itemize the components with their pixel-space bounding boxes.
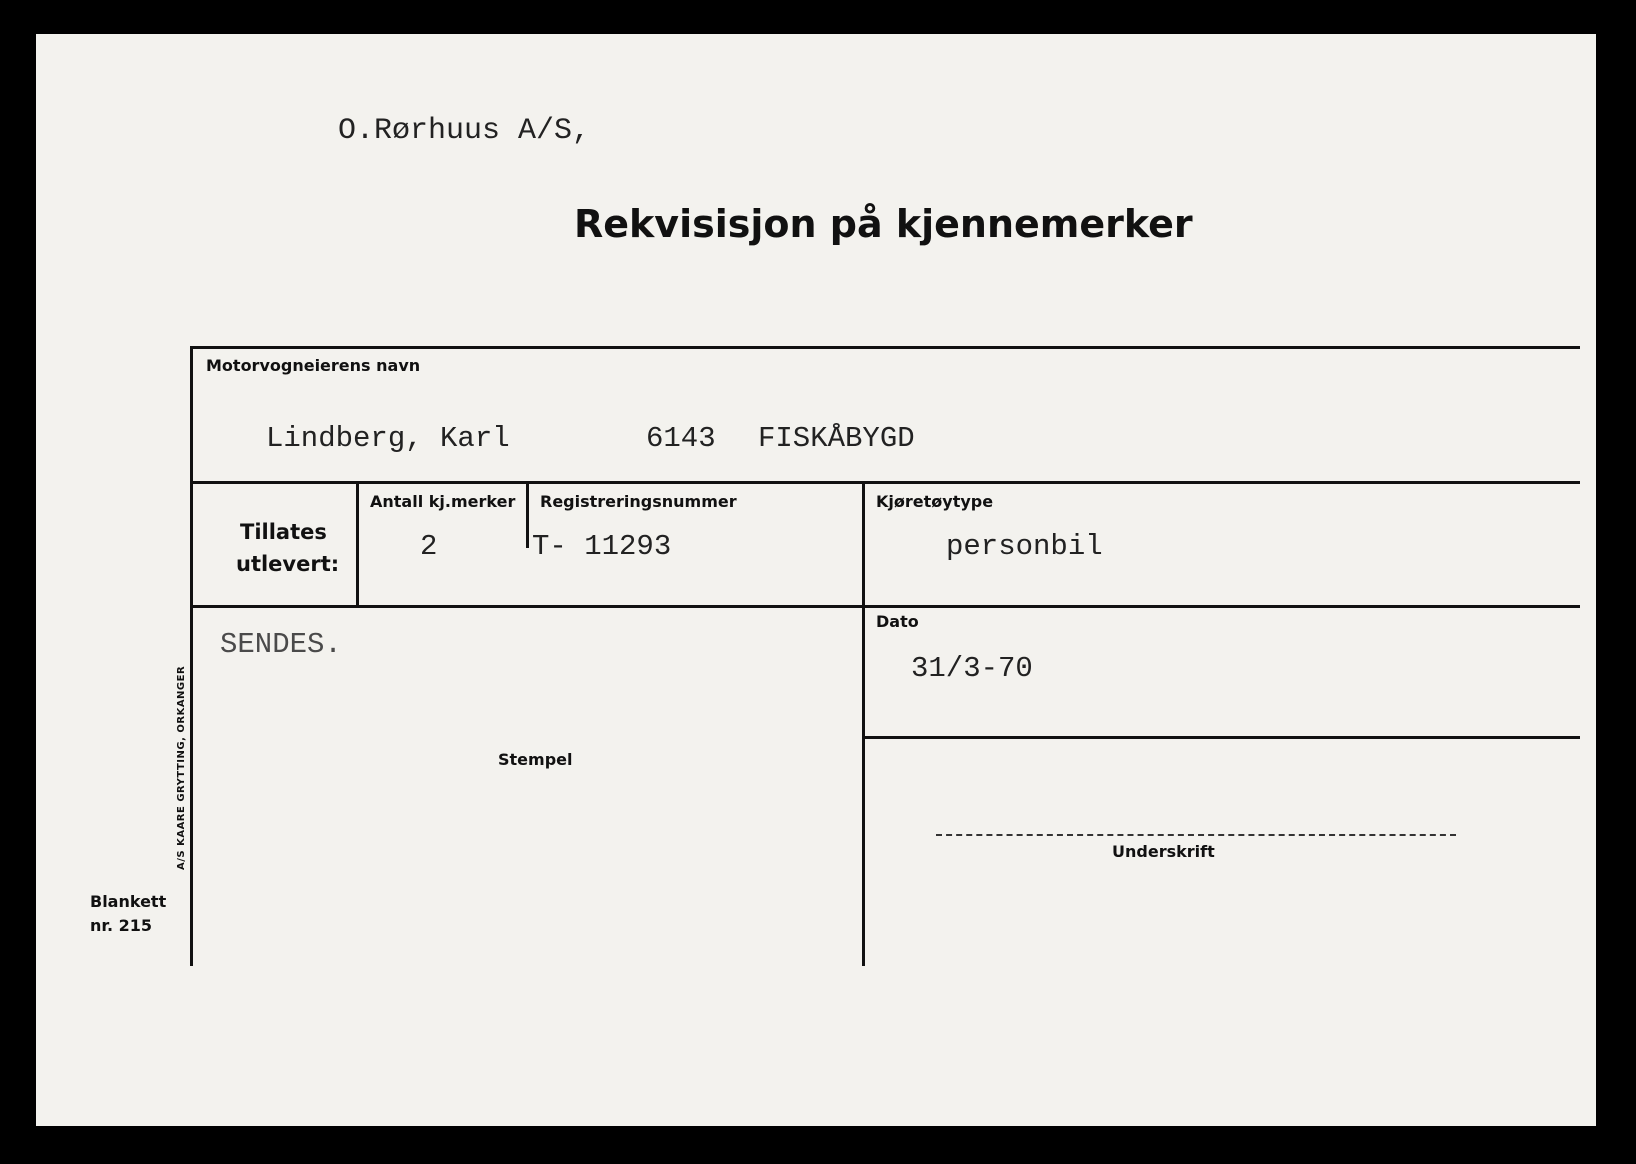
rule-center-divider	[862, 482, 865, 966]
signature-line	[936, 834, 1456, 836]
printer-imprint: A/S KAARE GRYTTING, ORKANGER	[176, 665, 187, 870]
reg-label: Registreringsnummer	[540, 492, 737, 511]
vehicle-type-value: personbil	[946, 530, 1103, 563]
reg-value: T- 11293	[532, 530, 672, 563]
rule-permit-bottom	[190, 605, 1580, 608]
owner-postal-code: 6143	[646, 422, 716, 455]
owner-name: Lindberg, Karl	[266, 422, 510, 455]
rule-count-divider	[526, 482, 529, 548]
remark-text: SENDES.	[220, 628, 342, 661]
owner-label: Motorvogneierens navn	[206, 356, 421, 375]
form-title: Rekvisisjon på kjennemerker	[574, 202, 1193, 246]
count-label: Antall kj.merker	[370, 492, 516, 511]
stamp-label: Stempel	[498, 750, 573, 769]
permit-label-line2: utlevert:	[236, 552, 340, 576]
date-value: 31/3-70	[911, 652, 1033, 685]
form-number-line2: nr. 215	[90, 916, 153, 935]
date-label: Dato	[876, 612, 919, 631]
rule-left	[190, 346, 193, 966]
sender-text: O.Rørhuus A/S,	[338, 114, 591, 148]
permit-label-line1: Tillates	[240, 520, 327, 544]
count-value: 2	[420, 530, 438, 563]
form-paper	[36, 34, 1596, 1126]
rule-top	[190, 346, 1580, 349]
rule-permit-label-divider	[356, 482, 359, 606]
signature-label: Underskrift	[1112, 842, 1215, 861]
owner-place: FISKÅBYGD	[758, 422, 915, 455]
rule-owner-bottom	[190, 481, 1580, 484]
form-number-line1: Blankett	[90, 892, 167, 911]
rule-date-bottom	[864, 736, 1580, 739]
vehicle-type-label: Kjøretøytype	[876, 492, 994, 511]
